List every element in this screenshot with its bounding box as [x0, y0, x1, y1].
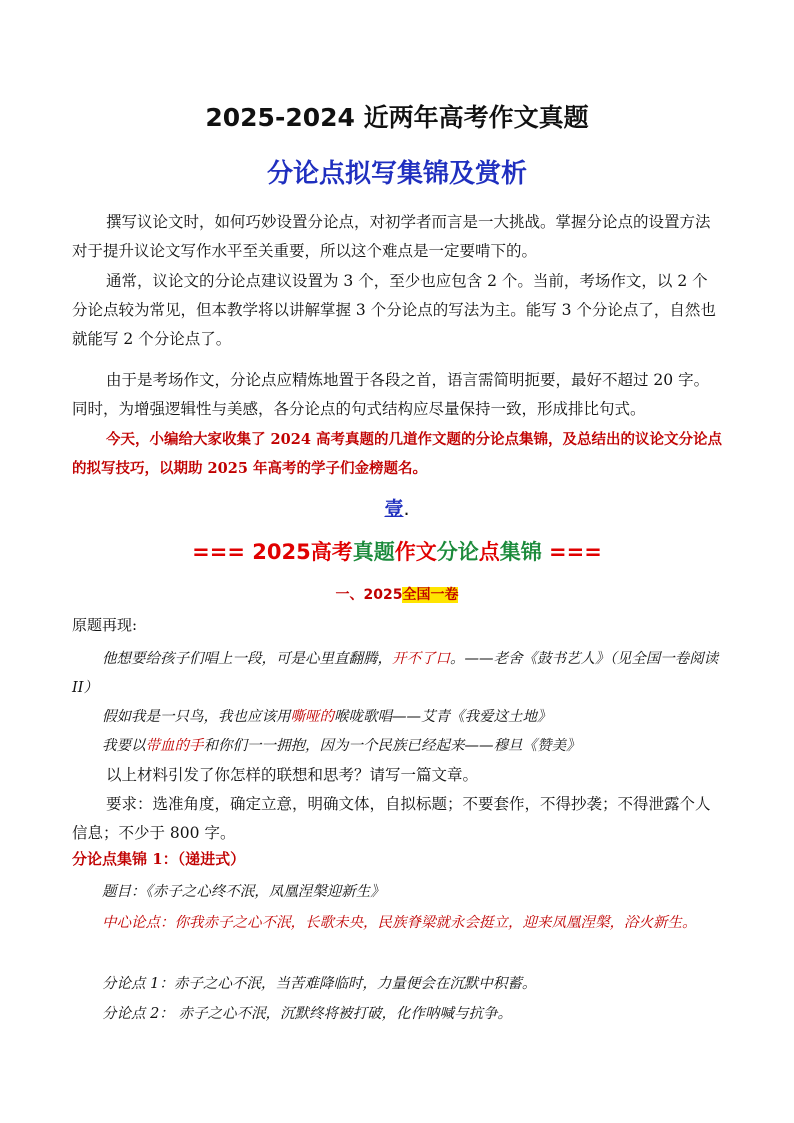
- quote2-part-b: 嘶哑的: [290, 709, 334, 725]
- quote1-part-b: 开不了口: [392, 651, 450, 667]
- heading-eq-right: ===: [549, 540, 602, 564]
- central-argument: [72, 909, 722, 938]
- prompt-label: 原题再现:: [72, 616, 138, 634]
- heading-year: 2025: [252, 540, 311, 564]
- quote3-part-a: 我要以: [102, 738, 146, 754]
- quote1-part-c: 。——老舍《鼓书艺人》（见全国一卷阅读 II）: [72, 651, 719, 696]
- heading-part-f: 点: [478, 540, 500, 564]
- prompt-quote-2: [102, 703, 722, 732]
- prompt-quote-1: [72, 645, 722, 703]
- intro-paragraph-1: 撰写议论文时，如何巧妙设置分论点，对初学者而言是一大挑战。掌握分论点的设置方法对于提升议论文写作水平至关重要，所以这个难点是一定要啃下的。: [72, 213, 711, 260]
- heading-part-d: 作文: [394, 540, 437, 564]
- prompt-quote-3: [102, 732, 722, 761]
- numeral-text: 壹: [384, 498, 404, 520]
- numeral-dot: .: [403, 498, 410, 520]
- sub-point-1: 分论点 1：赤子之心不泯，当苦难降临时，力量便会在沉默中积蓄。: [102, 976, 537, 992]
- heading-eq-left: ===: [192, 540, 245, 564]
- heading-part-g: 集锦: [499, 540, 542, 564]
- intro-paragraph-3: 由于是考场作文，分论点应精炼地置于各段之首，语言需简明扼要，最好不超过 20 字。同时，为增强逻辑性与美感，各分论点的句式结构应尽量保持一致，形成排比句式。: [72, 371, 710, 418]
- subsection-prefix: 一、2025: [335, 587, 403, 603]
- central-argument-label: 中心论点：: [102, 915, 175, 931]
- quote3-part-c: 和你们一一拥抱，因为一个民族已经起来——穆旦《赞美》: [203, 738, 581, 754]
- prompt-requirements: 要求：选准角度，确定立意，明确文体，自拟标题；不要套作，不得抄袭；不得泄露个人信息；不少于 800 字。: [72, 795, 711, 842]
- central-argument-text: 你我赤子之心不泯，长歌未央，民族脊梁就永会挺立，迎来凤凰涅槃，浴火新生。: [174, 915, 697, 931]
- quote2-part-c: 喉咙歌唱——艾青《我爱这土地》: [334, 709, 552, 725]
- quote2-part-a: 假如我是一只鸟，我也应该用: [102, 709, 291, 725]
- section-numeral: [72, 494, 722, 521]
- heading-part-e: 分论: [436, 540, 479, 564]
- quote1-part-a: 他想要给孩子们唱上一段，可是心里直翻腾，: [102, 651, 392, 667]
- section-heading: [72, 536, 722, 566]
- prompt-question: 以上材料引发了你怎样的联想和思考？请写一篇文章。: [106, 766, 479, 784]
- sub-title: 分论点拟写集锦及赏析: [266, 159, 527, 189]
- intro-paragraph-4: 今天，小编给大家收集了 2024 高考真题的几道作文题的分论点集锦，及总结出的议论文分论点的拟写技巧，以期助 2025 年高考的学子们金榜题名。: [72, 431, 722, 477]
- quote3-part-b: 带血的手: [145, 738, 204, 754]
- collection-label-a: 分论点集锦 1：: [72, 850, 178, 868]
- main-title: 2025-2024 近两年高考作文真题: [205, 103, 589, 132]
- heading-part-b: 高考: [310, 540, 353, 564]
- essay-title: 题目：《赤子之心终不泯，凤凰涅槃迎新生》: [102, 884, 385, 900]
- collection-label-b: （递进式）: [177, 850, 246, 868]
- sub-point-2: 分论点 2： 赤子之心不泯，沉默终将被打破，化作呐喊与抗争。: [102, 1006, 512, 1022]
- intro-paragraph-2: 通常，议论文的分论点建议设置为 3 个，至少也应包含 2 个。当前，考场作文，以 2 个分论点较为常见，但本教学将以讲解掌握 3 个分论点的写法为主。能写 3 个分论点了，自然也就能写 2 个分论点了。: [72, 272, 716, 348]
- subsection-highlight: 全国一卷: [402, 587, 459, 603]
- collection-label: [72, 848, 245, 869]
- subsection-heading: [72, 584, 722, 604]
- heading-part-c: 真题: [352, 540, 395, 564]
